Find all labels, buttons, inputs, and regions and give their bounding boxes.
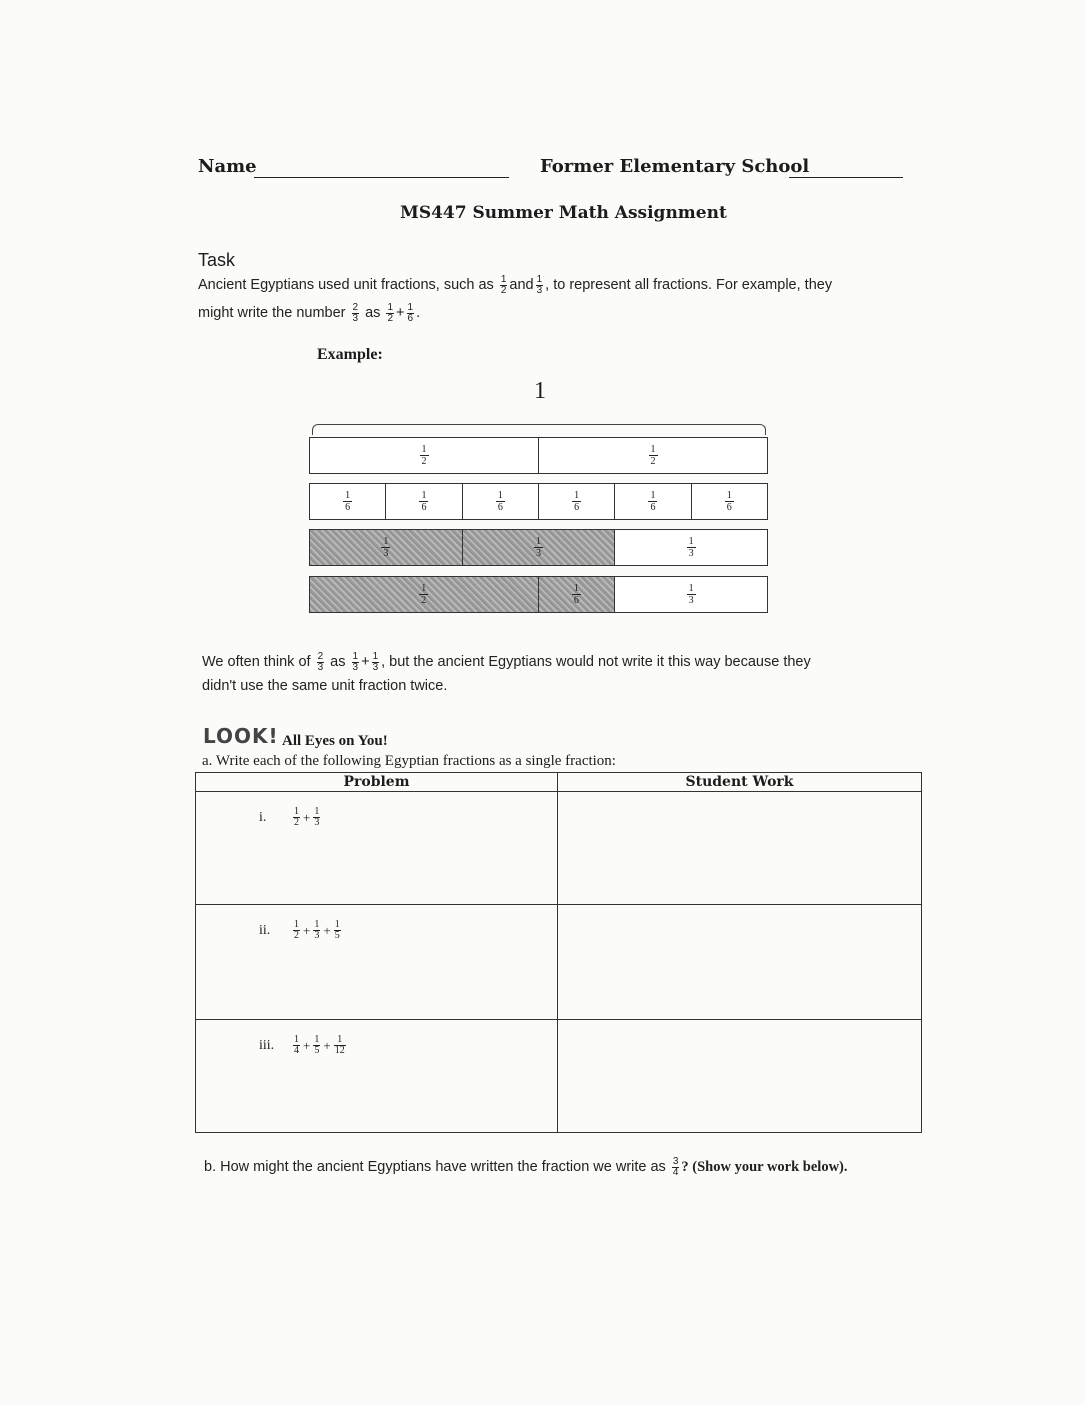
fraction-bar-row [309, 529, 768, 566]
whole-label: 1 [534, 378, 546, 404]
fraction-bar-row [309, 483, 768, 520]
look-title: All Eyes on You! [282, 733, 388, 749]
note-paragraph [202, 650, 902, 698]
whole-brace [312, 424, 766, 435]
cell-fraction-label: $\frac{1}{3}$ [383, 536, 389, 559]
cell-fraction-label: $\frac{1}{6}$ [421, 490, 427, 513]
fraction-bar-cell [386, 484, 462, 519]
student-work-cell[interactable] [558, 905, 922, 1020]
student-work-cell[interactable] [558, 1020, 922, 1133]
cell-fraction-label: $\frac{1}{2}$ [650, 444, 656, 467]
problem-table [195, 772, 922, 1133]
cell-fraction-label: $\frac{1}{6}$ [574, 490, 580, 513]
problem-number: iii. [259, 1037, 275, 1053]
fraction: $\frac{1}{3}$ [536, 273, 543, 296]
column-header-student-work: Student Work [558, 773, 922, 792]
note-line-2: didn't use the same unit fraction twice. [202, 678, 448, 694]
fraction: $\frac{1}{3}$ [314, 806, 320, 828]
problem-number: i. [259, 809, 267, 825]
school-field[interactable] [789, 177, 903, 178]
name-label: Name [198, 156, 257, 177]
name-field[interactable] [254, 177, 509, 178]
fraction: $\frac{1}{12}$ [334, 1034, 345, 1056]
problem-number: ii. [259, 922, 271, 938]
task-paragraph [198, 271, 898, 327]
problem-cell: i. $\frac{1}{2}$ + $\frac{1}{3}$ [196, 792, 558, 905]
fraction-bar-cell [310, 484, 386, 519]
fraction: $\frac{1}{3}$ [352, 650, 359, 673]
cell-fraction-label: $\frac{1}{2}$ [421, 583, 427, 606]
cell-fraction-label: $\frac{1}{6}$ [497, 490, 503, 513]
fraction: $\frac{2}{3}$ [317, 650, 324, 673]
fraction-bar-cell [539, 484, 615, 519]
student-work-cell[interactable] [558, 792, 922, 905]
cell-fraction-label: $\frac{1}{6}$ [573, 583, 579, 606]
cell-fraction-label: $\frac{1}{3}$ [536, 536, 541, 559]
cell-fraction-label: $\frac{1}{3}$ [688, 536, 694, 559]
problem-cell: iii. $\frac{1}{4}$ + $\frac{1}{5}$ + $\frac{1}{12}$ [196, 1020, 558, 1133]
look-logo-icon: LOOK! [203, 724, 279, 748]
fraction: $\frac{1}{6}$ [407, 301, 414, 324]
note-line-1: We often think of $\frac{2}{3}$ as $\frac{1}{3}$ + $\frac{1}{3}$ , but the ancient Egyptians would not write it this way because they [202, 650, 811, 673]
fraction-bar-cell [615, 484, 691, 519]
problem-cell: ii. $\frac{1}{2}$ + $\frac{1}{3}$ + $\frac{1}{5}$ [196, 905, 558, 1020]
task-line-2: might write the number $\frac{2}{3}$ as $\frac{1}{2}$ + $\frac{1}{6}$ . [198, 301, 421, 324]
example-label: Example: [317, 346, 383, 363]
fraction-bar-cell [310, 577, 539, 612]
task-line-1: Ancient Egyptians used unit fractions, such as $\frac{1}{2}$ and $\frac{1}{3}$ , to represent all fractions. For example, they [198, 273, 833, 296]
cell-fraction-label: $\frac{1}{6}$ [726, 490, 732, 513]
fraction: $\frac{3}{4}$ [672, 1155, 679, 1178]
instruction-a: a. Write each of the following Egyptian fractions as a single fraction: [202, 753, 616, 769]
cell-fraction-label: $\frac{1}{2}$ [421, 444, 427, 467]
table-header-row [196, 773, 922, 792]
column-header-problem: Problem [196, 773, 558, 792]
table-row [196, 1020, 922, 1133]
fraction-bar-cell [310, 438, 539, 473]
fraction: $\frac{1}{2}$ [294, 919, 299, 941]
fraction: $\frac{2}{3}$ [352, 301, 359, 324]
page-title: MS447 Summer Math Assignment [400, 203, 727, 223]
fraction-bar-cell [692, 484, 767, 519]
fraction: $\frac{1}{5}$ [314, 1034, 320, 1056]
fraction: $\frac{1}{3}$ [372, 650, 379, 673]
fraction-bar-cell [463, 484, 539, 519]
question-b: b. How might the ancient Egyptians have written the fraction we write as $\frac{3}{4}$ ? (Show your work below). [204, 1155, 848, 1178]
fraction-bar-row [309, 576, 768, 613]
fraction: $\frac{1}{2}$ [294, 806, 299, 828]
fraction-bar-cell [310, 530, 463, 565]
fraction: $\frac{1}{5}$ [334, 919, 340, 941]
fraction-bar-cell [539, 577, 616, 612]
cell-fraction-label: $\frac{1}{6}$ [650, 490, 656, 513]
fraction: $\frac{1}{2}$ [500, 273, 507, 296]
fraction-bar-cell [615, 530, 767, 565]
fraction-bar-row [309, 437, 768, 474]
school-label: Former Elementary School [540, 156, 810, 177]
fraction-bar-cell [539, 438, 767, 473]
fraction-bar-cell [463, 530, 616, 565]
table-row [196, 792, 922, 905]
task-heading: Task [198, 250, 236, 270]
cell-fraction-label: $\frac{1}{3}$ [688, 583, 694, 606]
fraction-bar-cell [615, 577, 767, 612]
cell-fraction-label: $\frac{1}{6}$ [345, 490, 351, 513]
fraction: $\frac{1}{4}$ [294, 1034, 299, 1056]
table-row [196, 905, 922, 1020]
fraction: $\frac{1}{2}$ [387, 301, 394, 324]
fraction: $\frac{1}{3}$ [314, 919, 320, 941]
